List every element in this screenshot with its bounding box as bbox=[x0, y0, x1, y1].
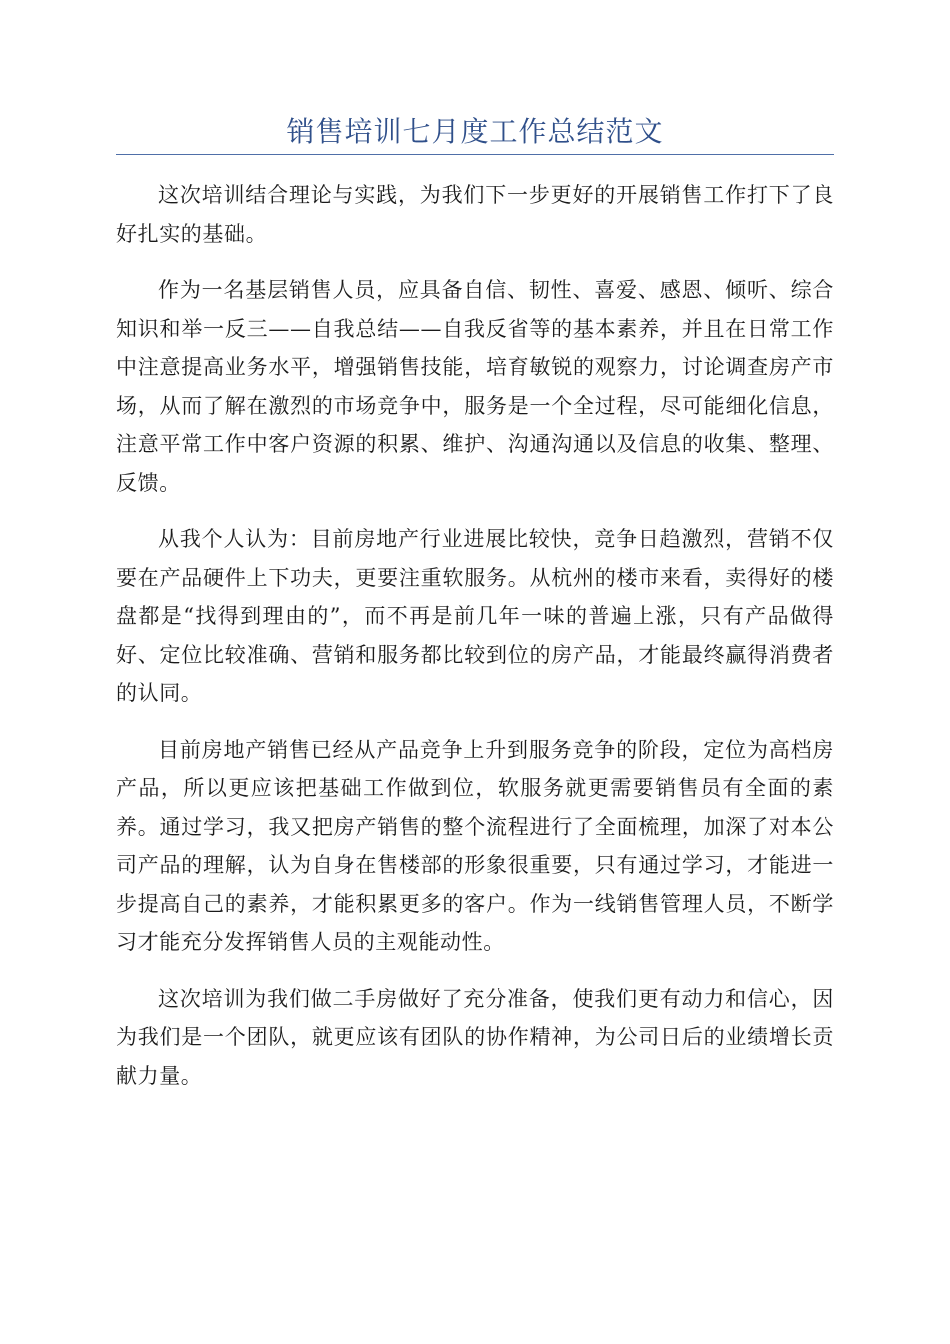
paragraph-1: 这次培训结合理论与实践，为我们下一步更好的开展销售工作打下了良好扎实的基础。 bbox=[116, 183, 834, 246]
paragraph-2: 作为一名基层销售人员，应具备自信、韧性、喜爱、感恩、倾听、综合知识和举一反三——自我总结——自我反省等的基本素养，并且在日常工作中注意提高业务水平，增强销售技能，培育敏锐的观察力，讨论调查房产市场，从而了解在激烈的市场竞争中，服务是一个全过程，尽可能细化信息，注意平常工作中客户资源的积累、维护、沟通沟通以及信息的收集、整理、反馈。 bbox=[116, 278, 834, 495]
paragraph-4: 目前房地产销售已经从产品竞争上升到服务竞争的阶段，定位为高档房产品，所以更应该把基础工作做到位，软服务就更需要销售员有全面的素养。通过学习，我又把房产销售的整个流程进行了全面梳理，加深了对本公司产品的理解，认为自身在售楼部的形象很重要，只有通过学习，才能进一步提高自己的素养，才能积累更多的客户。作为一线销售管理人员，不断学习才能充分发挥销售人员的主观能动性。 bbox=[116, 737, 834, 954]
document-title: 销售培训七月度工作总结范文 bbox=[286, 115, 664, 148]
document-body bbox=[116, 176, 834, 1113]
paragraph-5: 这次培训为我们做二手房做好了充分准备，使我们更有动力和信心，因为我们是一个团队，就更应该有团队的协作精神，为公司日后的业绩增长贡献力量。 bbox=[116, 986, 834, 1088]
paragraph-3: 从我个人认为：目前房地产行业进展比较快，竞争日趋激烈，营销不仅要在产品硬件上下功夫，更要注重软服务。从杭州的楼市来看，卖得好的楼盘都是“找得到理由的”，而不再是前几年一味的普遍上涨，只有产品做得好、定位比较准确、营销和服务都比较到位的房产品，才能最终赢得消费者的认同。 bbox=[116, 527, 834, 705]
title-underline bbox=[116, 154, 834, 155]
